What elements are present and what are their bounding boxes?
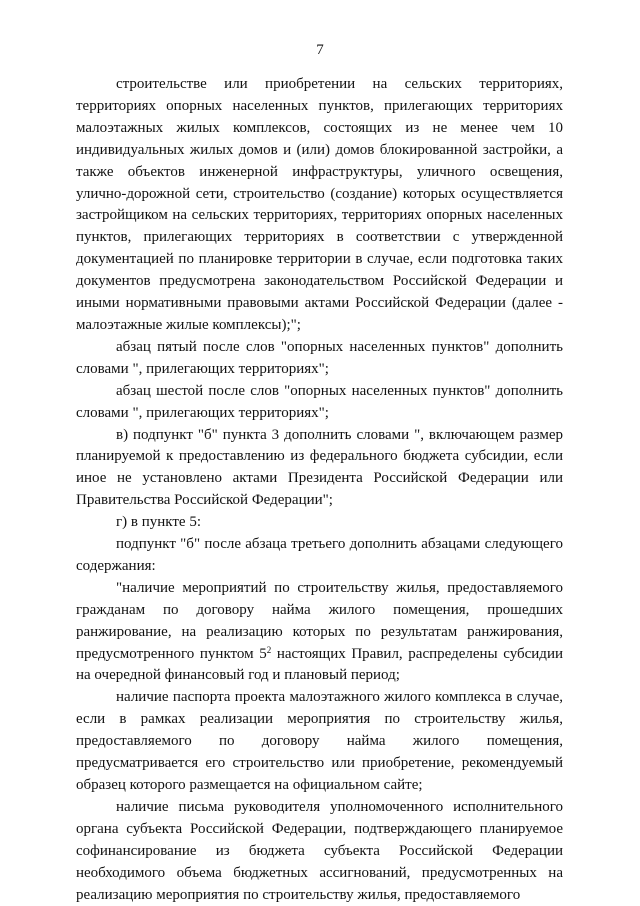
paragraph-3: абзац шестой после слов "опорных населенных пунктов" дополнить словами ", прилегающих территориях";: [76, 382, 563, 421]
page-number: 7: [316, 42, 324, 58]
paragraph-7-text-after: настоящих Правил, распределены субсидии на очередной финансовый год и плановый период;: [76, 645, 563, 684]
paragraph-4: в) подпункт "б" пункта 3 дополнить словами ", включающем размер планируемой к предоставлению из федерального бюджета субсидии, если иное не установлено актами Президента Российской Федерации или Правительства Российской Федерации";: [76, 426, 563, 509]
paragraph-9: наличие письма руководителя уполномоченного исполнительного органа субъекта Российской Федерации, подтверждающего планируемое софинансирование из бюджета субъекта Российской Федерации необходимого объема бюджетных ассигнований, предусмотренных на реализацию мероприятия по строительству жилья, предоставляемого: [76, 798, 563, 903]
paragraph-6: подпункт "б" после абзаца третьего дополнить абзацами следующего содержания:: [76, 536, 563, 574]
paragraph-5: г) в пункте 5:: [116, 514, 202, 531]
paragraph-7-text-before: "наличие мероприятий по строительству жилья, предоставляемого гражданам по договору найма жилого помещения, прошедших ранжирование, на реализацию которых по результатам ранжирования, предусмотренного пунктом 5: [76, 579, 563, 662]
paragraph-2: абзац пятый после слов "опорных населенных пунктов" дополнить словами ", прилегающих территориях";: [76, 338, 563, 377]
paragraph-8: наличие паспорта проекта малоэтажного жилого комплекса в случае, если в рамках реализации мероприятия по строительству жилья, предоставляемого по договору найма жилого помещения, предусматривается его строительство или приобретение, рекомендуемый образец которого размещается на официальном сайте;: [76, 689, 563, 793]
paragraph-7-superscript: 2: [266, 644, 272, 655]
document-body: [76, 74, 563, 906]
paragraph-1: строительстве или приобретении на сельских территориях, территориях опорных населенных пунктов, прилегающих территориях малоэтажных жилых комплексов, состоящих из не менее чем 10 индивидуальных жилых домов и (или) домов блокированной застройки, а также объектов инженерной инфраструктуры, уличного освещения, улично-дорожной сети, строительство (создание) которых осуществляется застройщиком на сельских территориях, территориях опорных населенных пунктов, прилегающих территориях в соответствии с утвержденной документацией по планировке территории в случае, если подготовка таких документов предусмотрена законодательством Российской Федерации и иными нормативными правовыми актами Российской Федерации (далее - малоэтажные жилые комплексы);";: [76, 76, 563, 333]
paragraph-7: [76, 578, 563, 688]
